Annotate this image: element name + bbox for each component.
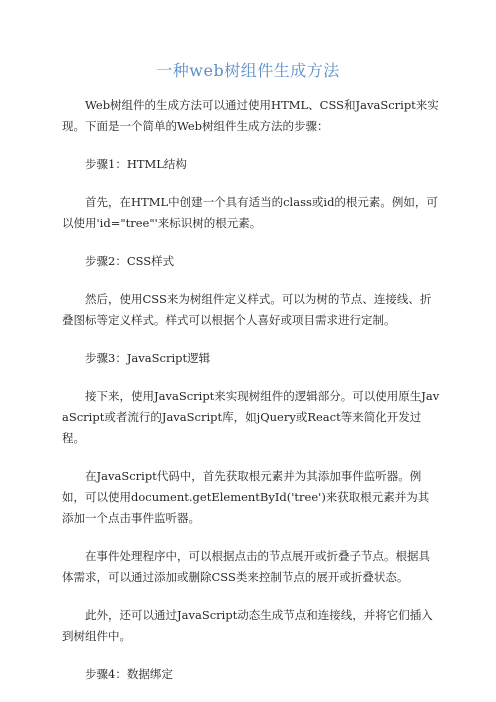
document-title: 一种web树组件生成方法 — [156, 61, 340, 80]
document-body — [62, 95, 440, 702]
step-3-paragraph-4: 此外，还可以通过JavaScript动态生成节点和连接线，并将它们插入到树组件中。 — [62, 608, 433, 643]
step-2-heading: 步骤2：CSS样式 — [85, 254, 175, 268]
step-3-paragraph-2: 在JavaScript代码中，首先获取根元素并为其添加事件监听器。例如，可以使用document.getElementById('tree')来获取根元素并为其添加一个点击事件监听器。 — [62, 469, 430, 525]
step-2-paragraph: 然后，使用CSS来为树组件定义样式。可以为树的节点、连接线、折叠图标等定义样式。样式可以根据个人喜好或项目需求进行定制。 — [62, 292, 432, 327]
step-3-paragraph-1: 接下来，使用JavaScript来实现树组件的逻辑部分。可以使用原生JavaScript或者流行的JavaScript库，如jQuery或React等来简化开发过程。 — [62, 389, 440, 445]
intro-paragraph: Web树组件的生成方法可以通过使用HTML、CSS和JavaScript来实现。下面是一个简单的Web树组件生成方法的步骤： — [62, 98, 439, 133]
step-1-heading: 步骤1：HTML结构 — [85, 157, 187, 171]
step-1-paragraph: 首先，在HTML中创建一个具有适当的class或id的根元素。例如，可以使用'id="tree"'来标识树的根元素。 — [62, 195, 438, 230]
step-4-heading: 步骤4：数据绑定 — [85, 667, 173, 681]
step-3-paragraph-3: 在事件处理程序中，可以根据点击的节点展开或折叠子节点。根据具体需求，可以通过添加或删除CSS类来控制节点的展开或折叠状态。 — [62, 549, 430, 584]
step-3-heading: 步骤3：JavaScript逻辑 — [85, 351, 211, 365]
